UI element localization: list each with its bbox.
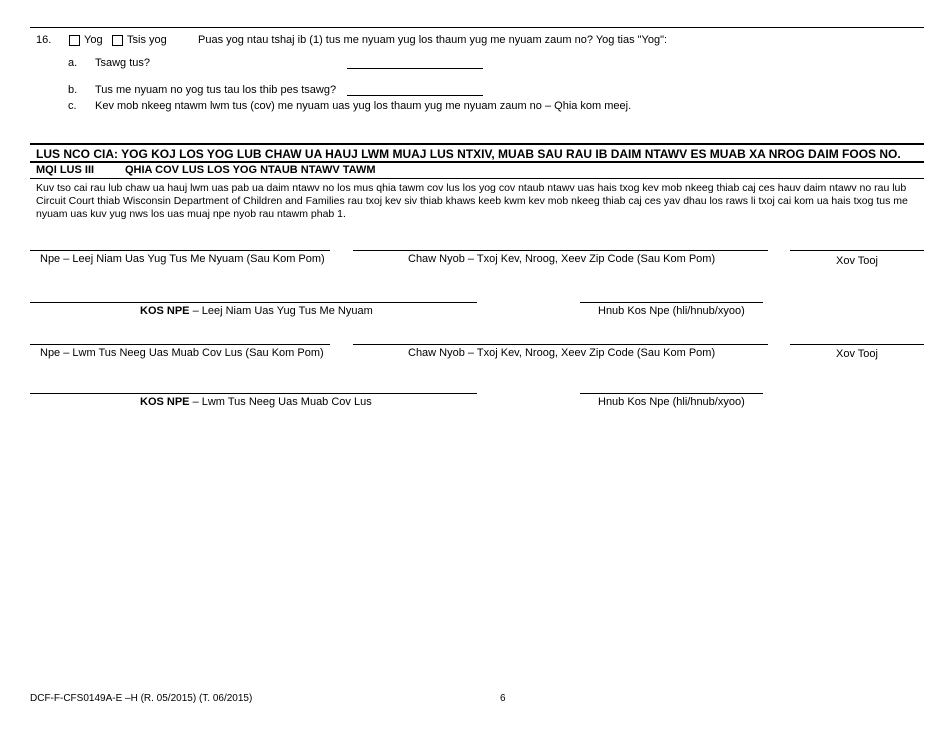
notice-top-rule (30, 143, 924, 145)
page-number: 6 (500, 693, 506, 704)
other-name-label: Npe – Lwm Tus Neeg Uas Muab Cov Lus (Sau Kom Pom) (40, 347, 324, 359)
sub-c-letter: c. (68, 100, 77, 112)
other-date-field[interactable] (580, 393, 763, 394)
yes-label: Yog (84, 34, 103, 46)
sub-c-text: Kev mob nkeeg ntawm lwm tus (cov) me nyuam uas yug los thaum yug me nyuam zaum no – Qhia kom meej. (95, 100, 632, 112)
mother-phone-label: Xov Tooj (836, 255, 878, 267)
mother-address-field[interactable] (353, 250, 768, 251)
mother-address-label: Chaw Nyob – Txoj Kev, Nroog, Xeev Zip Code (Sau Kom Pom) (408, 253, 716, 265)
sub-b-field[interactable] (347, 95, 483, 96)
mother-date-label: Hnub Kos Npe (hli/hnub/xyoo) (598, 305, 745, 317)
other-signature-label (140, 396, 372, 408)
form-id: DCF-F-CFS0149A-E –H (R. 05/2015) (T. 06/2015) (30, 693, 253, 704)
part-bottom-rule (30, 178, 924, 179)
part-label: MQI LUS III (36, 164, 95, 176)
mother-name-label: Npe – Leej Niam Uas Yug Tus Me Nyuam (Sau Kom Pom) (40, 253, 325, 265)
part-header-rule (30, 161, 924, 163)
consent-paragraph: Kuv tso cai rau lub chaw ua hauj lwm uas pab ua daim ntawv no los mus qhia tawm cov lus los yog cov ntaub ntawv uas hais txog kev mob nkeeg thiab caj ces hauv daim ntawv no rau lub Circuit Court thiab Wisconsin Department of Children and Families rau txoj kev siv thiab khaws keeb kwm kev mob nkeeg thiab caj ces yav dhau los raws li txoj cai kom ua hais txog tus me nyuam uas kuv yug nws los uas muaj npe nyob rau ntawm phab 1. (36, 182, 908, 220)
other-date-label: Hnub Kos Npe (hli/hnub/xyoo) (598, 396, 745, 408)
other-phone-label: Xov Tooj (836, 348, 878, 360)
mother-signature-rest: – Leej Niam Uas Yug Tus Me Nyuam (189, 305, 373, 317)
other-signature-bold: KOS NPE (140, 396, 190, 408)
notice-text: LUS NCO CIA: YOG KOJ LOS YOG LUB CHAW UA HAUJ LWM MUAJ LUS NTXIV, MUAB SAU RAU IB DAIM NTAWV ES MUAB XA NROG DAIM FOOS NO. (36, 147, 901, 161)
mother-signature-field[interactable] (30, 302, 477, 303)
part-title: QHIA COV LUS LOS YOG NTAUB NTAWV TAWM (125, 164, 376, 176)
other-name-field[interactable] (30, 344, 330, 345)
sub-b-text: Tus me nyuam no yog tus tau los thib pes tsawg? (95, 84, 337, 96)
yes-checkbox[interactable] (69, 35, 80, 46)
other-signature-field[interactable] (30, 393, 477, 394)
sub-a-text: Tsawg tus? (95, 57, 151, 69)
top-rule (30, 27, 924, 28)
other-address-field[interactable] (353, 344, 768, 345)
mother-phone-field[interactable] (790, 250, 924, 251)
other-phone-field[interactable] (790, 344, 924, 345)
sub-b-letter: b. (68, 84, 78, 96)
no-checkbox[interactable] (112, 35, 123, 46)
question-number: 16. (36, 34, 52, 46)
question-text: Puas yog ntau tshaj ib (1) tus me nyuam yug los thaum yug me nyuam zaum no? Yog tias "Yog": (198, 34, 668, 46)
mother-name-field[interactable] (30, 250, 330, 251)
mother-signature-bold: KOS NPE (140, 305, 190, 317)
other-signature-rest: – Lwm Tus Neeg Uas Muab Cov Lus (189, 396, 372, 408)
mother-signature-label (140, 305, 373, 317)
mother-date-field[interactable] (580, 302, 763, 303)
no-label: Tsis yog (127, 34, 167, 46)
sub-a-letter: a. (68, 57, 78, 69)
sub-a-field[interactable] (347, 68, 483, 69)
other-address-label: Chaw Nyob – Txoj Kev, Nroog, Xeev Zip Code (Sau Kom Pom) (408, 347, 716, 359)
